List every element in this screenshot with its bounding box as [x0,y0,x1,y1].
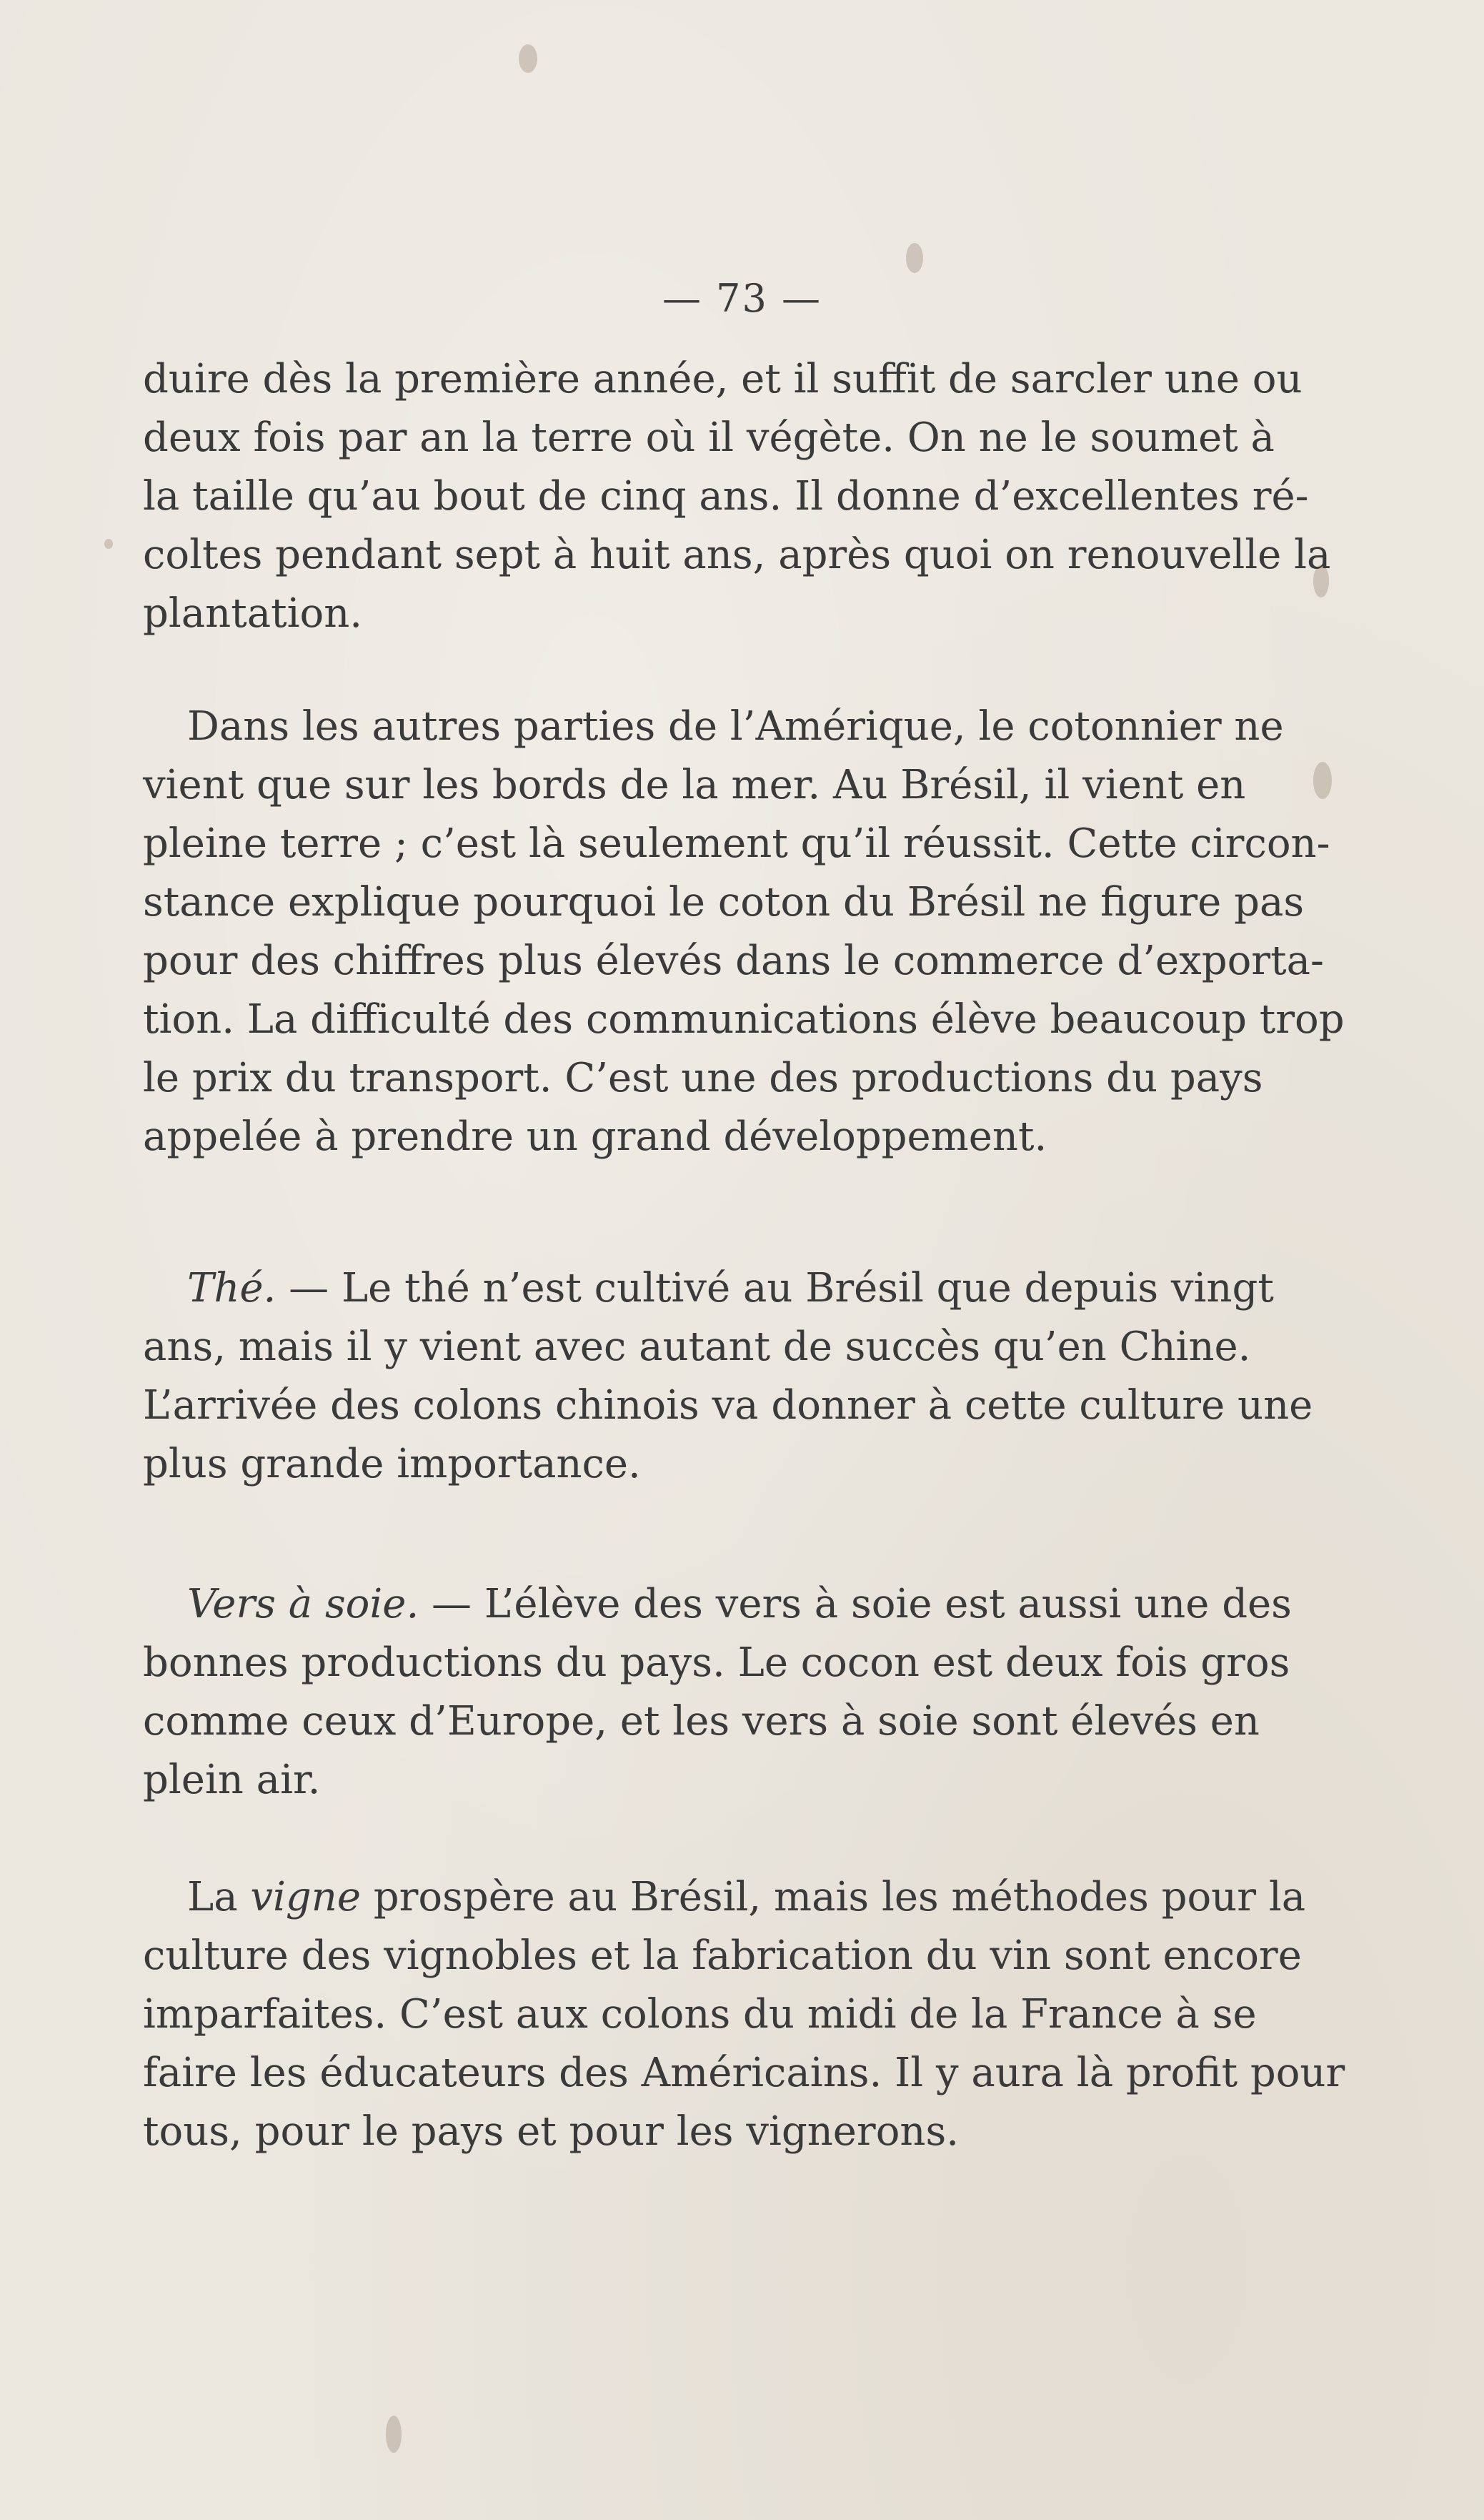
paragraph-the [143,1259,1313,1494]
text-line: duire dès la première année, et il suffit de sarcler une ou [143,356,1303,402]
paper-stain [386,2416,402,2453]
text-line [143,1868,1306,1927]
text-run: prospère au Brésil, mais les méthodes pour la [360,1874,1306,1920]
text-line: faire les éducateurs des Américains. Il y aura là profit pour [143,2050,1345,2096]
text-line: pour des chiffres plus élevés dans le commerce d’exporta- [143,938,1324,984]
paragraph [143,350,1331,643]
emphasis-vigne: vigne [250,1874,361,1920]
paper-stain [1313,762,1332,799]
text-line: vient que sur les bords de la mer. Au Brésil, il vient en [143,762,1246,808]
text-line: ans, mais il y vient avec autant de succès qu’en Chine. [143,1324,1251,1370]
text-line: Dans les autres parties de l’Amérique, le cotonnier ne [187,703,1284,750]
section-heading-vers-a-soie: Vers à soie. [187,1581,419,1627]
text-line: stance explique pourquoi le coton du Brésil ne figure pas [143,879,1305,926]
paragraph [143,698,1345,1166]
text-line: imparfaites. C’est aux colons du midi de la France à se [143,1991,1257,2038]
text-line: comme ceux d’Europe, et les vers à soie sont élevés en [143,1698,1260,1745]
paper-stain [519,44,537,73]
text-line: tous, pour le pays et pour les vignerons. [143,2108,960,2155]
text-run: — Le thé n’est cultivé au Brésil que depuis vingt [276,1265,1274,1311]
text-line: bonnes productions du pays. Le cocon est deux fois gros [143,1640,1290,1686]
paragraph-vigne [143,1868,1345,2161]
text-line: deux fois par an la terre où il végète. On ne le soumet à [143,415,1275,461]
text-line: L’arrivée des colons chinois va donner à cette culture une [143,1382,1313,1429]
text-line: plantation. [143,590,363,637]
text-line: plein air. [143,1757,321,1803]
text-line: plus grande importance. [143,1441,641,1487]
section-heading-the: Thé. [187,1265,277,1311]
paper-stain [906,243,923,273]
text-line: pleine terre ; c’est là seulement qu’il réussit. Cette circon- [143,820,1330,867]
text-line: appelée à prendre un grand développement. [143,1113,1047,1160]
text-run: — L’élève des vers à soie est aussi une des [419,1581,1292,1627]
text-line [143,1575,1292,1634]
paper-stain [104,539,113,549]
text-line: le prix du transport. C’est une des productions du pays [143,1055,1263,1101]
text-run: La [187,1874,251,1920]
text-line: la taille qu’au bout de cinq ans. Il donne d’excellentes ré- [143,473,1309,520]
paragraph-vers-a-soie [143,1575,1292,1810]
text-line: culture des vignobles et la fabrication du vin sont encore [143,1933,1302,1979]
text-line: coltes pendant sept à huit ans, après quoi on renouvelle la [143,532,1331,578]
page-number: — 73 — [662,276,822,321]
text-line [143,1259,1274,1318]
text-line: tion. La difficulté des communications élève beaucoup trop [143,996,1345,1043]
